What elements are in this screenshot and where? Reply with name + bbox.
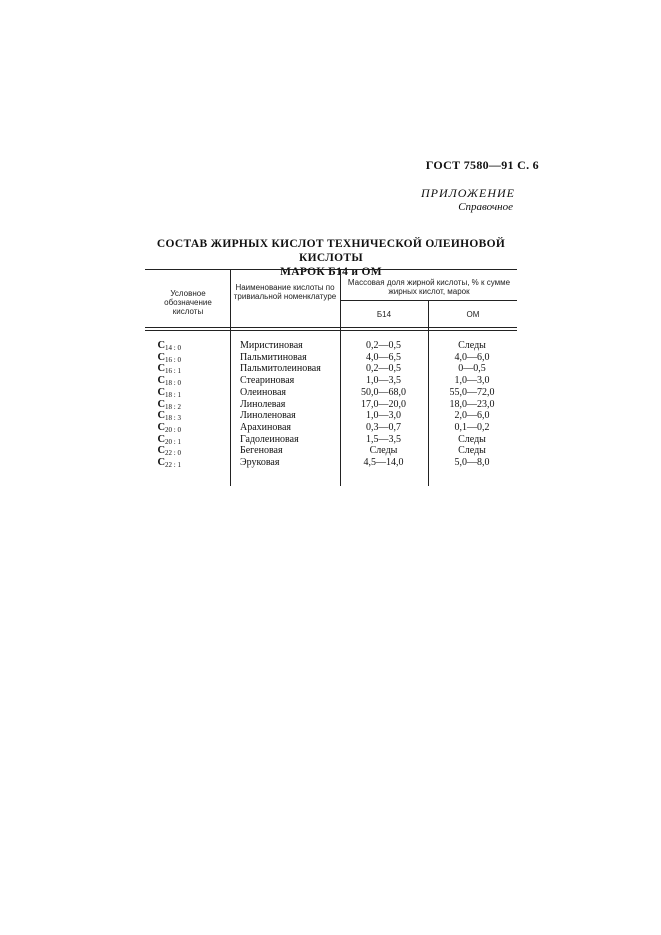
acid-code-letter: C (157, 433, 166, 445)
acid-code-letter: C (157, 398, 166, 410)
acid-code-subscript: 22 : 0 (165, 449, 181, 458)
om-value: Следы (458, 445, 486, 457)
acid-composition-table (145, 269, 517, 486)
acid-name: Линолевая (240, 398, 286, 410)
acid-code-subscript: 14 : 0 (165, 344, 181, 352)
om-value: 0,1—0,2 (454, 421, 490, 433)
om-value: 2,0—6,0 (454, 410, 490, 422)
acid-code-letter: C (157, 351, 166, 363)
acid-code-letter: C (157, 410, 166, 422)
acid-name: Линоленовая (240, 410, 296, 422)
reference-label: Справочное (458, 201, 513, 213)
table-title-line-2: МАРОК Б14 и ОМ (280, 266, 382, 278)
table-top-rule (145, 269, 517, 270)
acid-code-subscript: 18 : 1 (165, 390, 181, 399)
acid-code-letter: C (157, 386, 166, 398)
acid-name: Бегеновая (240, 445, 283, 457)
acid-name: Миристиновая (240, 340, 303, 351)
header-bottom-rule-2 (145, 330, 517, 331)
b14-value: 0,2—0,5 (366, 363, 401, 375)
b14-value: 4,0—6,5 (366, 351, 401, 363)
table-title-line-1: СОСТАВ ЖИРНЫХ КИСЛОТ ТЕХНИЧЕСКОЙ ОЛЕИНОВОЙ КИСЛОТЫ (156, 238, 506, 264)
acid-name: Арахиновая (240, 421, 291, 433)
acid-code-letter: C (157, 375, 166, 387)
om-value: 18,0—23,0 (449, 398, 495, 410)
b14-value: 0,3—0,7 (366, 421, 401, 433)
acid-name: Пальмитиновая (240, 351, 307, 363)
header-b14: Б14 (376, 310, 392, 319)
b14-value: Следы (369, 445, 398, 457)
om-value: 55,0—72,0 (449, 386, 495, 398)
om-value: Следы (458, 433, 486, 445)
b14-value: 50,0—68,0 (361, 386, 406, 398)
b14-value: 0,2—0,5 (366, 340, 401, 351)
acid-code-subscript: 16 : 1 (165, 367, 181, 376)
appendix-label: ПРИЛОЖЕНИЕ (421, 186, 515, 200)
acid-code-subscript: 18 : 2 (165, 402, 181, 411)
acid-name: Олеиновая (240, 386, 286, 398)
b14-value: 1,0—3,5 (366, 375, 401, 387)
acid-code-subscript: 20 : 1 (165, 437, 181, 446)
acid-name: Гадолеиновая (240, 433, 299, 445)
b14-value: 17,0—20,0 (361, 398, 406, 410)
acid-code-letter: C (157, 445, 166, 457)
acid-name: Стеариновая (240, 375, 295, 387)
om-value: 5,0—8,0 (454, 457, 490, 468)
acid-code-subscript: 18 : 0 (165, 379, 181, 388)
header-code: Условное обозначение кислоты (164, 289, 212, 316)
page-code: ГОСТ 7580—91 С. 6 (425, 158, 539, 172)
b14-value: 1,5—3,5 (366, 433, 401, 445)
b14-value: 4,5—14,0 (363, 457, 404, 468)
col-divider-1 (230, 269, 231, 486)
b14-value: 1,0—3,0 (366, 410, 401, 422)
acid-code-letter: C (157, 340, 166, 351)
acid-code (149, 457, 181, 472)
om-value: 4,0—6,0 (454, 351, 490, 363)
om-value: 0—0,5 (458, 363, 486, 375)
acid-code-letter: C (157, 363, 166, 375)
header-name: Наименование кислоты по тривиальной номенклатуре (233, 283, 337, 301)
header-om: ОМ (466, 310, 480, 319)
om-value: Следы (458, 340, 486, 351)
acid-code-subscript: 18 : 3 (165, 414, 181, 423)
om-value: 1,0—3,0 (454, 375, 490, 387)
header-mass: Массовая доля жирной кислоты, % к сумме жирных кислот, марок (347, 278, 511, 296)
acid-code-letter: C (157, 457, 166, 468)
header-bottom-rule-1 (145, 327, 517, 328)
acid-name: Пальмитолеиновая (240, 363, 321, 375)
acid-code-letter: C (157, 421, 166, 433)
acid-code-subscript: 16 : 0 (165, 355, 181, 364)
acid-name: Эруковая (240, 457, 280, 468)
acid-code-subscript: 22 : 1 (165, 461, 181, 469)
acid-code-subscript: 20 : 0 (165, 425, 181, 434)
